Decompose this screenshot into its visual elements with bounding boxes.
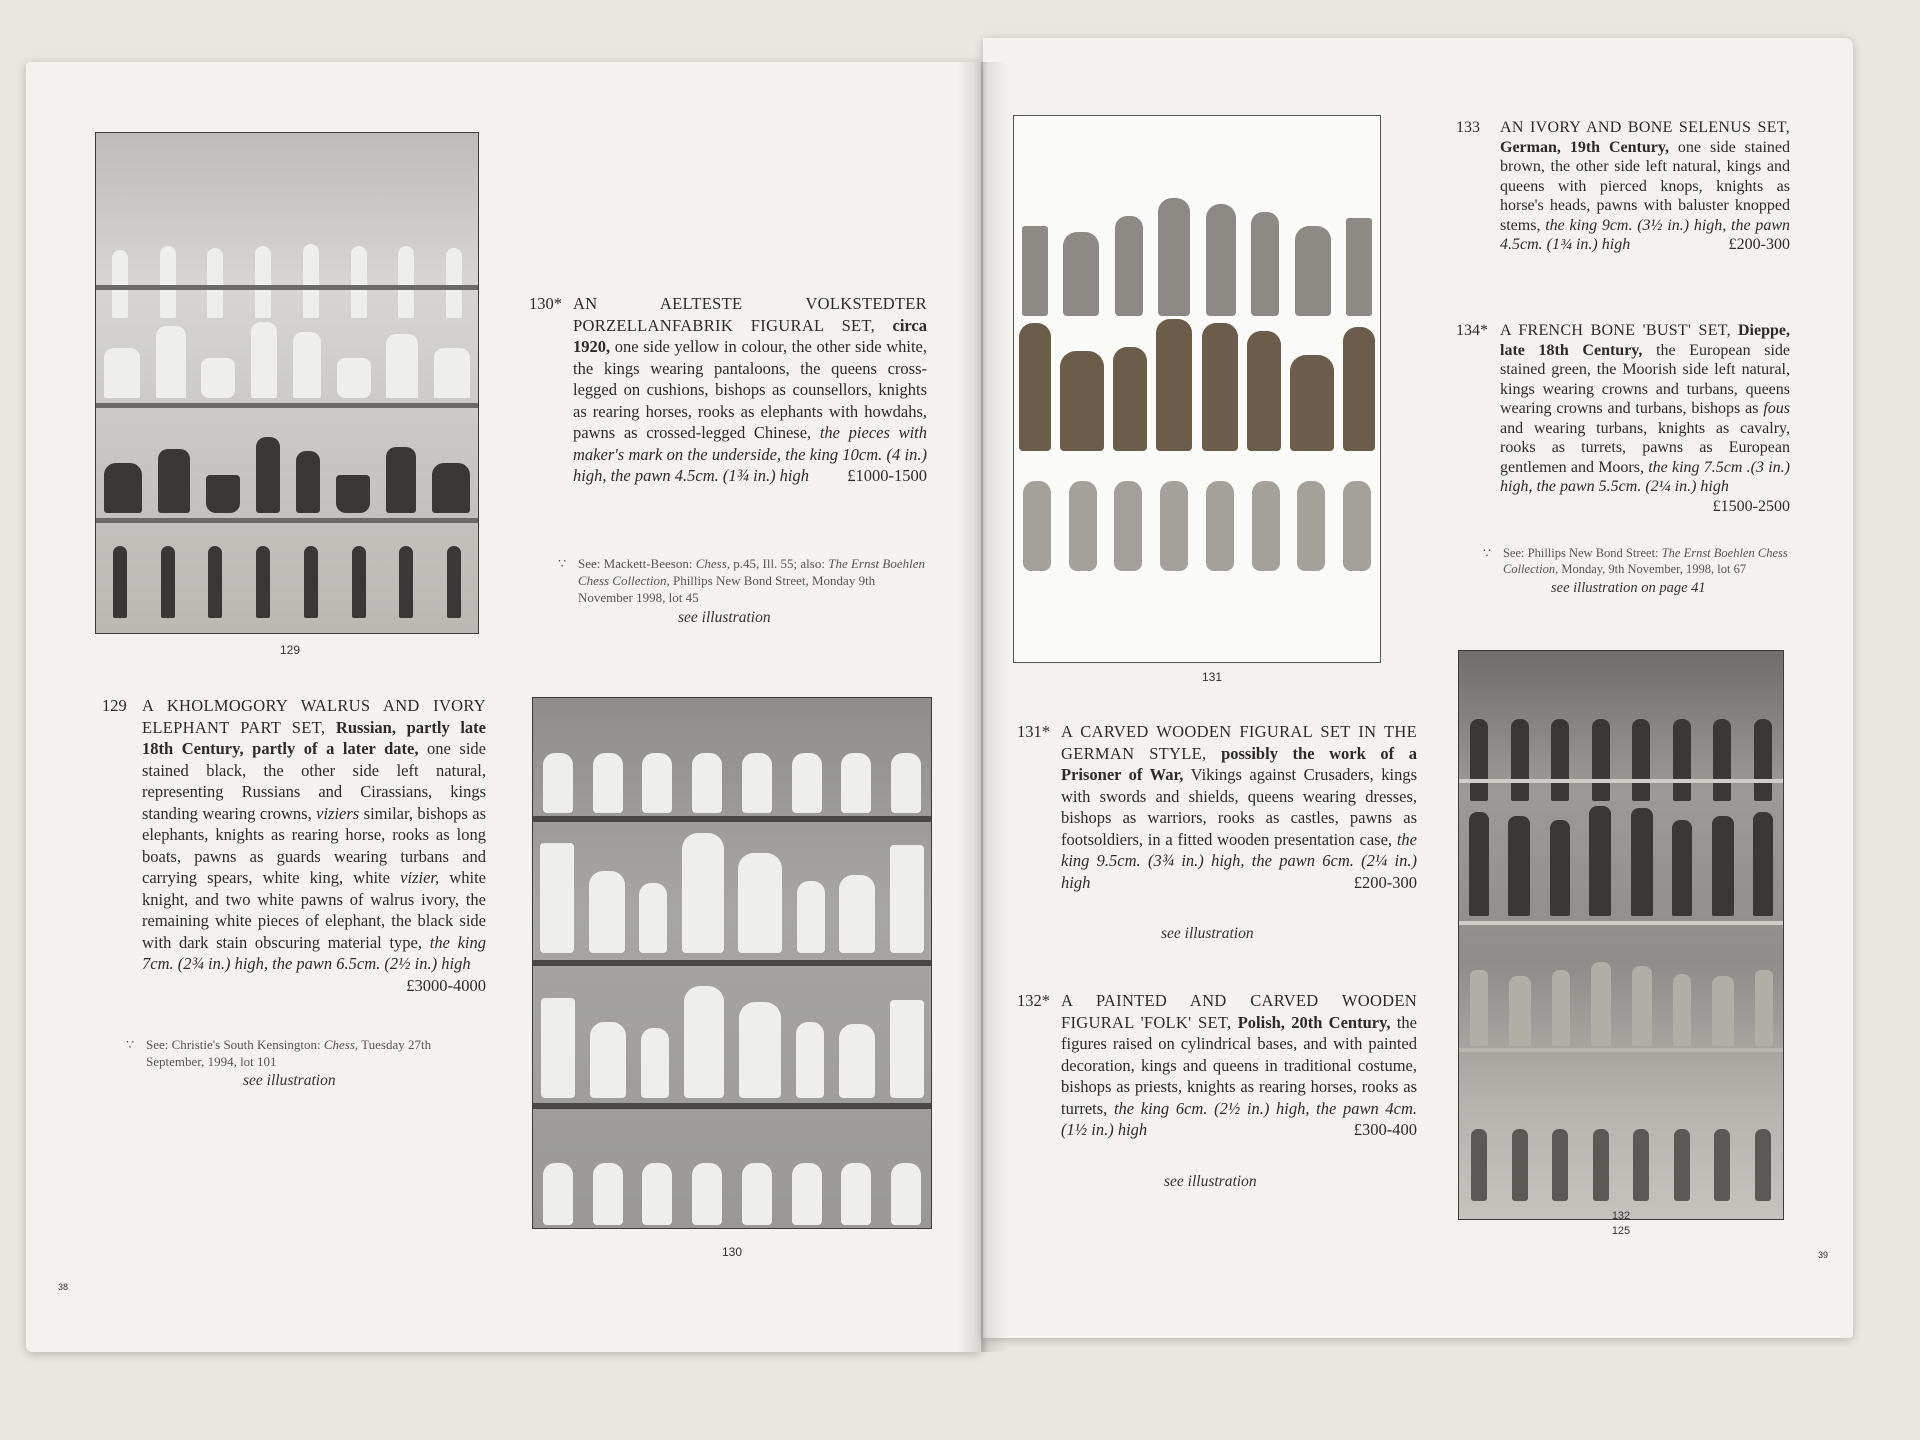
shelf-dark-major-row [1014,311,1380,451]
lot-129-number: 129 [102,696,127,715]
lot-130-dimensions: the pieces with maker's mark on the underside, the king 10cm. (4 in.) high, the pawn 4.5cm. (1¾ in.) high [573,423,927,485]
reference-text: Tuesday 27th September, 1994, lot 101 [146,1037,432,1069]
figure-125-caption: 125 [1611,1225,1631,1237]
lot-130-date: circa 1920, [573,315,928,356]
lot-130-estimate: £1000-1500 [847,466,927,485]
reference-title: The Ernst Boehlen Chess Collection, [578,556,925,588]
photo-lot-130 [532,697,932,1229]
lot-129-estimate: £3000-4000 [406,975,486,995]
reference-title: The Ernst Boehlen Chess Collection, [1503,546,1788,576]
lot-130-description: one side yellow in colour, the other side white, the kings wearing pantaloons, the queens cross-legged on cushions, bishops as counsellors, knights as rearing horses, rooks as elephants with howdahs, pawns as crossed-legged Chinese, [573,337,928,442]
lot-132-number: 132* [1017,991,1050,1010]
lot-129-entry [102,695,487,996]
lot-132-title: A PAINTED AND CARVED WOODEN FIGURAL 'FOLK' SET, [1061,991,1417,1032]
lot-129-reference [126,1036,486,1070]
lot-134-dimensions: the king 7.5cm .(3 in.) high, the pawn 5.5cm. (2¼ in.) high [1500,458,1790,495]
shelf-light-major-pieces [1459,936,1783,1046]
lot-133-number: 133 [1456,119,1480,136]
lot-131-estimate: £200-300 [1353,872,1417,892]
lot-131-attribution: possibly the work of a Prisoner of War, [1061,743,1418,784]
lot-134-entry [1456,321,1791,516]
lot-130-see-illustration: see illustration [678,609,771,626]
lot-132-see-illustration: see illustration [1164,1173,1257,1190]
lot-131-see-illustration: see illustration [1161,925,1254,942]
lot-129-description: one side stained black, the other side left natural, representing Russians and Cirassians, kings standing wearing crowns, [142,739,487,823]
lot-130-entry [529,293,928,487]
lot-129-dimensions: the king 7cm. (2¾ in.) high, the pawn 6.5cm. (2½ in.) high [142,932,487,973]
lot-131-title: A CARVED WOODEN FIGURAL SET IN THE GERMAN STYLE, [1061,722,1417,763]
lot-129-description: white knight, and two white pawns of walrus ivory, the remaining white pieces of elephant, the black side with dark stain obscuring material type, [142,868,487,952]
figure-130-caption: 130 [721,1245,743,1259]
reference-title: Chess, [323,1037,359,1052]
reference-symbol-icon: ∵ [1483,546,1491,560]
lot-129-see-illustration: see illustration [243,1072,336,1089]
shelf-dark-pawns [96,528,478,618]
book-gutter [958,62,1008,1352]
reference-text: p.45, Ill. 55; also: [733,556,825,571]
shelf-dark-back-row [1014,176,1380,316]
lot-130-number: 130* [529,294,562,313]
lot-133-description: one side stained brown, the other side left natural, kings and queens with pierced knops, knights as horse's heads, pawns with baluster knopped stems, [1500,138,1790,234]
reference-text: See: Christie's South Kensington: [146,1037,321,1052]
lot-132-description: the figures raised on cylindrical bases, and with painted decoration, kings and queens in traditional costume, bishops as priests, knights as rearing horses, rooks as turrets, [1061,1012,1417,1118]
lot-131-dimensions: the king 9.5cm. (3¾ in.) high, the pawn 6cm. (2¼ in.) high [1061,829,1418,892]
reference-text: See: Mackett-Beeson: [578,556,693,571]
left-page-number: 38 [58,1282,69,1292]
lot-131-number: 131* [1017,722,1050,741]
lot-133-dimensions: the king 9cm. (3½ in.) high, the pawn 4.5cm. (1¾ in.) high [1500,216,1791,253]
shelf-pawns-top [533,713,931,813]
shelf-white-major-pieces [96,298,478,398]
lot-133-entry [1456,118,1791,255]
lot-134-number: 134* [1456,322,1488,339]
lot-134-term: fous [1763,400,1790,417]
lot-133-title: AN IVORY AND BONE SELENUS SET, [1500,119,1790,136]
lot-132-estimate: £300-400 [1353,1120,1417,1139]
shelf-dark-major-pieces [1459,791,1783,916]
right-page-number: 39 [1818,1250,1829,1260]
lot-131-description: Vikings against Crusaders, kings with swords and shields, queens wearing dresses, bishops as warriors, rooks as castles, pawns as footsoldiers, in a fitted wooden presentation case, [1061,765,1418,849]
lot-129-term: vizier, [400,868,440,887]
figure-132-caption: 132 [1611,1210,1631,1222]
lot-130-reference [558,555,928,606]
lot-133-origin: German, 19th Century, [1500,138,1669,156]
lot-134-description: the European side stained green, the Moorish side left natural, kings wearing crowns and turbans, queens wearing crowns and turbans, bishops as [1500,341,1791,417]
shelf-major-pieces-upper [533,823,931,953]
lot-134-estimate: £1500-2500 [1712,497,1790,515]
lot-132-origin: Polish, 20th Century, [1237,1012,1391,1032]
reference-text: Phillips New Bond Street, Monday 9th November 1998, lot 45 [578,573,876,605]
reference-text: Monday, 9th November, 1998, lot 67 [1561,562,1747,576]
lot-134-description: and wearing turbans, knights as cavalry, rooks as turrets, pawns as European gentlemen and Moors, [1500,419,1790,476]
figure-131-caption: 131 [1201,670,1223,684]
lot-134-reference [1483,545,1793,577]
shelf-pawns-bottom [533,1110,931,1225]
lot-131-entry [1017,721,1418,893]
lot-129-term: viziers [316,803,360,823]
lot-130-title: AN AELTESTE VOLKSTEDTER PORZELLANFABRIK FIGURAL SET, [573,294,927,335]
lot-134-title: A FRENCH BONE 'BUST' SET, [1500,322,1731,339]
reference-symbol-icon: ∵ [558,556,567,571]
photo-lot-132 [1458,650,1784,1220]
photo-lot-131 [1013,115,1381,663]
shelf-light-pawns [1014,461,1380,571]
shelf-dark-pawns-top [1459,691,1783,801]
shelf-major-pieces-lower [533,968,931,1098]
lot-134-origin: Dieppe, late 18th Century, [1500,322,1790,359]
lot-132-entry [1017,990,1417,1141]
shelf-light-pawns [1459,1091,1783,1201]
reference-title: Chess, [695,556,730,571]
photo-lot-129 [95,132,479,634]
lot-129-description: similar, bishops as elephants, knights as rearing horse, rooks as long boats, pawns as guards wearing turbans and carrying spears, white king, white [142,803,486,887]
lot-134-see-illustration: see illustration on page 41 [1551,580,1706,596]
reference-symbol-icon: ∵ [126,1037,135,1052]
lot-129-title: A KHOLMOGORY WALRUS AND IVORY ELEPHANT PART SET, [142,696,486,737]
figure-129-caption: 129 [279,643,301,657]
lot-129-origin: Russian, partly late 18th Century, partly of a later date, [142,717,487,758]
lot-133-estimate: £200-300 [1728,236,1790,253]
shelf-dark-major-pieces [96,418,478,513]
reference-text: See: Phillips New Bond Street: [1503,546,1659,560]
lot-132-dimensions: the king 6cm. (2½ in.) high, the pawn 4cm. (1½ in.) high [1061,1098,1417,1139]
